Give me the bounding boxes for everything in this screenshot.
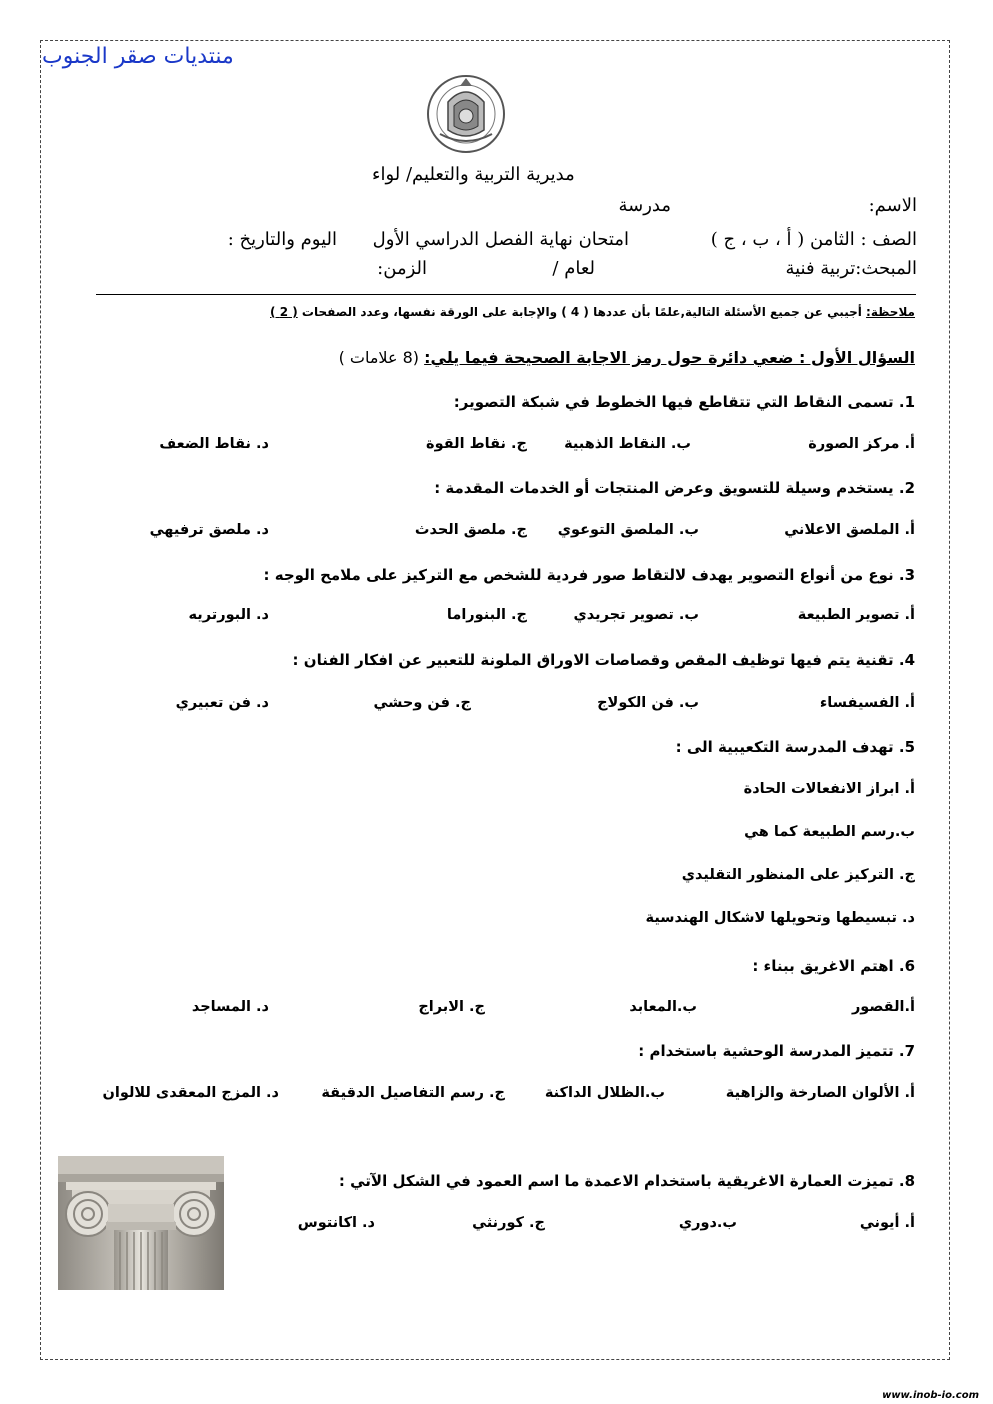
q8-option-c[interactable]: ج. كورنثي xyxy=(472,1215,545,1231)
q5-option-a[interactable]: أ. ابراز الانفعالات الحادة xyxy=(743,781,915,797)
ministry-emblem-icon xyxy=(418,72,514,154)
question-4: 4. تقنية يتم فيها توظيف المقص وقصاصات الاوراق الملونة للتعبير عن افكار الفنان : xyxy=(292,651,915,669)
forum-watermark: منتديات صقر الجنوب xyxy=(42,44,234,69)
section-heading: السؤال الأول : ضعي دائرة حول رمز الاجابة الصحيحة فيما يلي: xyxy=(424,348,915,367)
q4-option-c[interactable]: ج. فن وحشي xyxy=(373,695,471,711)
note-page-count: ( 2 ) xyxy=(270,305,298,319)
q6-option-a[interactable]: أ.القصور xyxy=(851,999,915,1015)
question-7: 7. تتميز المدرسة الوحشية باستخدام : xyxy=(638,1042,915,1060)
q6-option-c[interactable]: ج. الابراج xyxy=(418,999,485,1015)
q5-option-d[interactable]: د. تبسيطها وتحويلها لاشكال الهندسية xyxy=(645,910,915,926)
exam-title: امتحان نهاية الفصل الدراسي الأول xyxy=(372,229,629,250)
question-1: 1. تسمى النقاط التي تتقاطع فيها الخطوط في شبكة التصوير: xyxy=(453,393,915,411)
q4-option-b[interactable]: ب. فن الكولاج xyxy=(597,695,699,711)
date-label: اليوم والتاريخ : xyxy=(227,229,337,250)
q7-option-c[interactable]: ج. رسم التفاصيل الدقيقة xyxy=(321,1085,505,1101)
subject-label: المبحث:تربية فنية xyxy=(785,258,917,279)
q2-option-c[interactable]: ج. ملصق الحدث xyxy=(414,522,527,538)
time-label: الزمن: xyxy=(377,258,427,279)
section-marks: (8 علامات ) xyxy=(338,348,425,367)
header-divider xyxy=(96,294,916,295)
q7-option-a[interactable]: أ. الألوان الصارخة والزاهية xyxy=(725,1085,915,1101)
question-3: 3. نوع من أنواع التصوير يهدف لالتقاط صور فردية للشخص مع التركيز على ملامح الوجه : xyxy=(263,566,915,584)
question-2: 2. يستخدم وسيلة للتسويق وعرض المنتجات أو الخدمات المقدمة : xyxy=(434,479,915,497)
q5-option-c[interactable]: ج. التركيز على المنظور التقليدي xyxy=(681,867,915,883)
ionic-column-image xyxy=(58,1156,224,1290)
q3-option-b[interactable]: ب. تصوير تجريدي xyxy=(573,607,699,623)
q8-option-b[interactable]: ب.دوري xyxy=(678,1215,737,1231)
q7-option-b[interactable]: ب.الظلال الداكنة xyxy=(544,1085,665,1101)
year-label: لعام / xyxy=(552,258,595,279)
q4-option-a[interactable]: أ. الفسيفساء xyxy=(819,695,915,711)
q2-option-a[interactable]: أ. الملصق الاعلاني xyxy=(784,522,915,538)
note-text-b: والإجابة على الورقة نفسها، وعدد الصفحات xyxy=(297,305,562,319)
q4-option-d[interactable]: د. فن تعبيري xyxy=(175,695,269,711)
name-label: الاسم: xyxy=(868,195,917,216)
q6-option-d[interactable]: د. المساجد xyxy=(191,999,269,1015)
q1-option-c[interactable]: ج. نقاط القوة xyxy=(426,436,527,452)
class-label: الصف : الثامن ( أ ، ب ، ج ) xyxy=(710,229,917,250)
q8-option-d[interactable]: د. اكانتوس xyxy=(297,1215,375,1231)
exam-note xyxy=(270,305,915,319)
q1-option-b[interactable]: ب. النقاط الذهبية xyxy=(564,436,691,452)
question-8: 8. تميزت العمارة الاغريقية باستخدام الاعمدة ما اسم العمود في الشكل الآتي : xyxy=(338,1172,915,1190)
note-prefix: ملاحظة: xyxy=(866,305,915,319)
q1-option-a[interactable]: أ. مركز الصورة xyxy=(808,436,915,452)
school-label: مدرسة xyxy=(618,195,671,216)
question-6: 6. اهتم الاغريق ببناء : xyxy=(752,957,915,975)
question-5: 5. تهدف المدرسة التكعيبية الى : xyxy=(675,738,915,756)
q7-option-d[interactable]: د. المزج المعقدى للالوان xyxy=(102,1085,279,1101)
q2-option-d[interactable]: د. ملصق ترفيهي xyxy=(149,522,269,538)
q3-option-d[interactable]: د. البورتريه xyxy=(188,607,269,623)
section-title xyxy=(339,348,915,367)
footer-url: www.inob-io.com xyxy=(882,1390,979,1401)
q6-option-b[interactable]: ب.المعابد xyxy=(629,999,697,1015)
note-question-count: ( 4 ) xyxy=(561,305,589,319)
q3-option-c[interactable]: ج. البنوراما xyxy=(446,607,527,623)
q2-option-b[interactable]: ب. الملصق التوعوي xyxy=(557,522,699,538)
q5-option-b[interactable]: ب.رسم الطبيعة كما هي xyxy=(744,824,915,840)
q3-option-a[interactable]: أ. تصوير الطبيعة xyxy=(797,607,915,623)
q8-option-a[interactable]: أ. أيوني xyxy=(859,1215,915,1231)
directorate-line: مديرية التربية والتعليم/ لواء xyxy=(372,164,575,185)
note-text-a: أجيبي عن جميع الأسئلة التالية,علمًا بأن عددها xyxy=(588,305,867,319)
q1-option-d[interactable]: د. نقاط الضعف xyxy=(159,436,269,452)
